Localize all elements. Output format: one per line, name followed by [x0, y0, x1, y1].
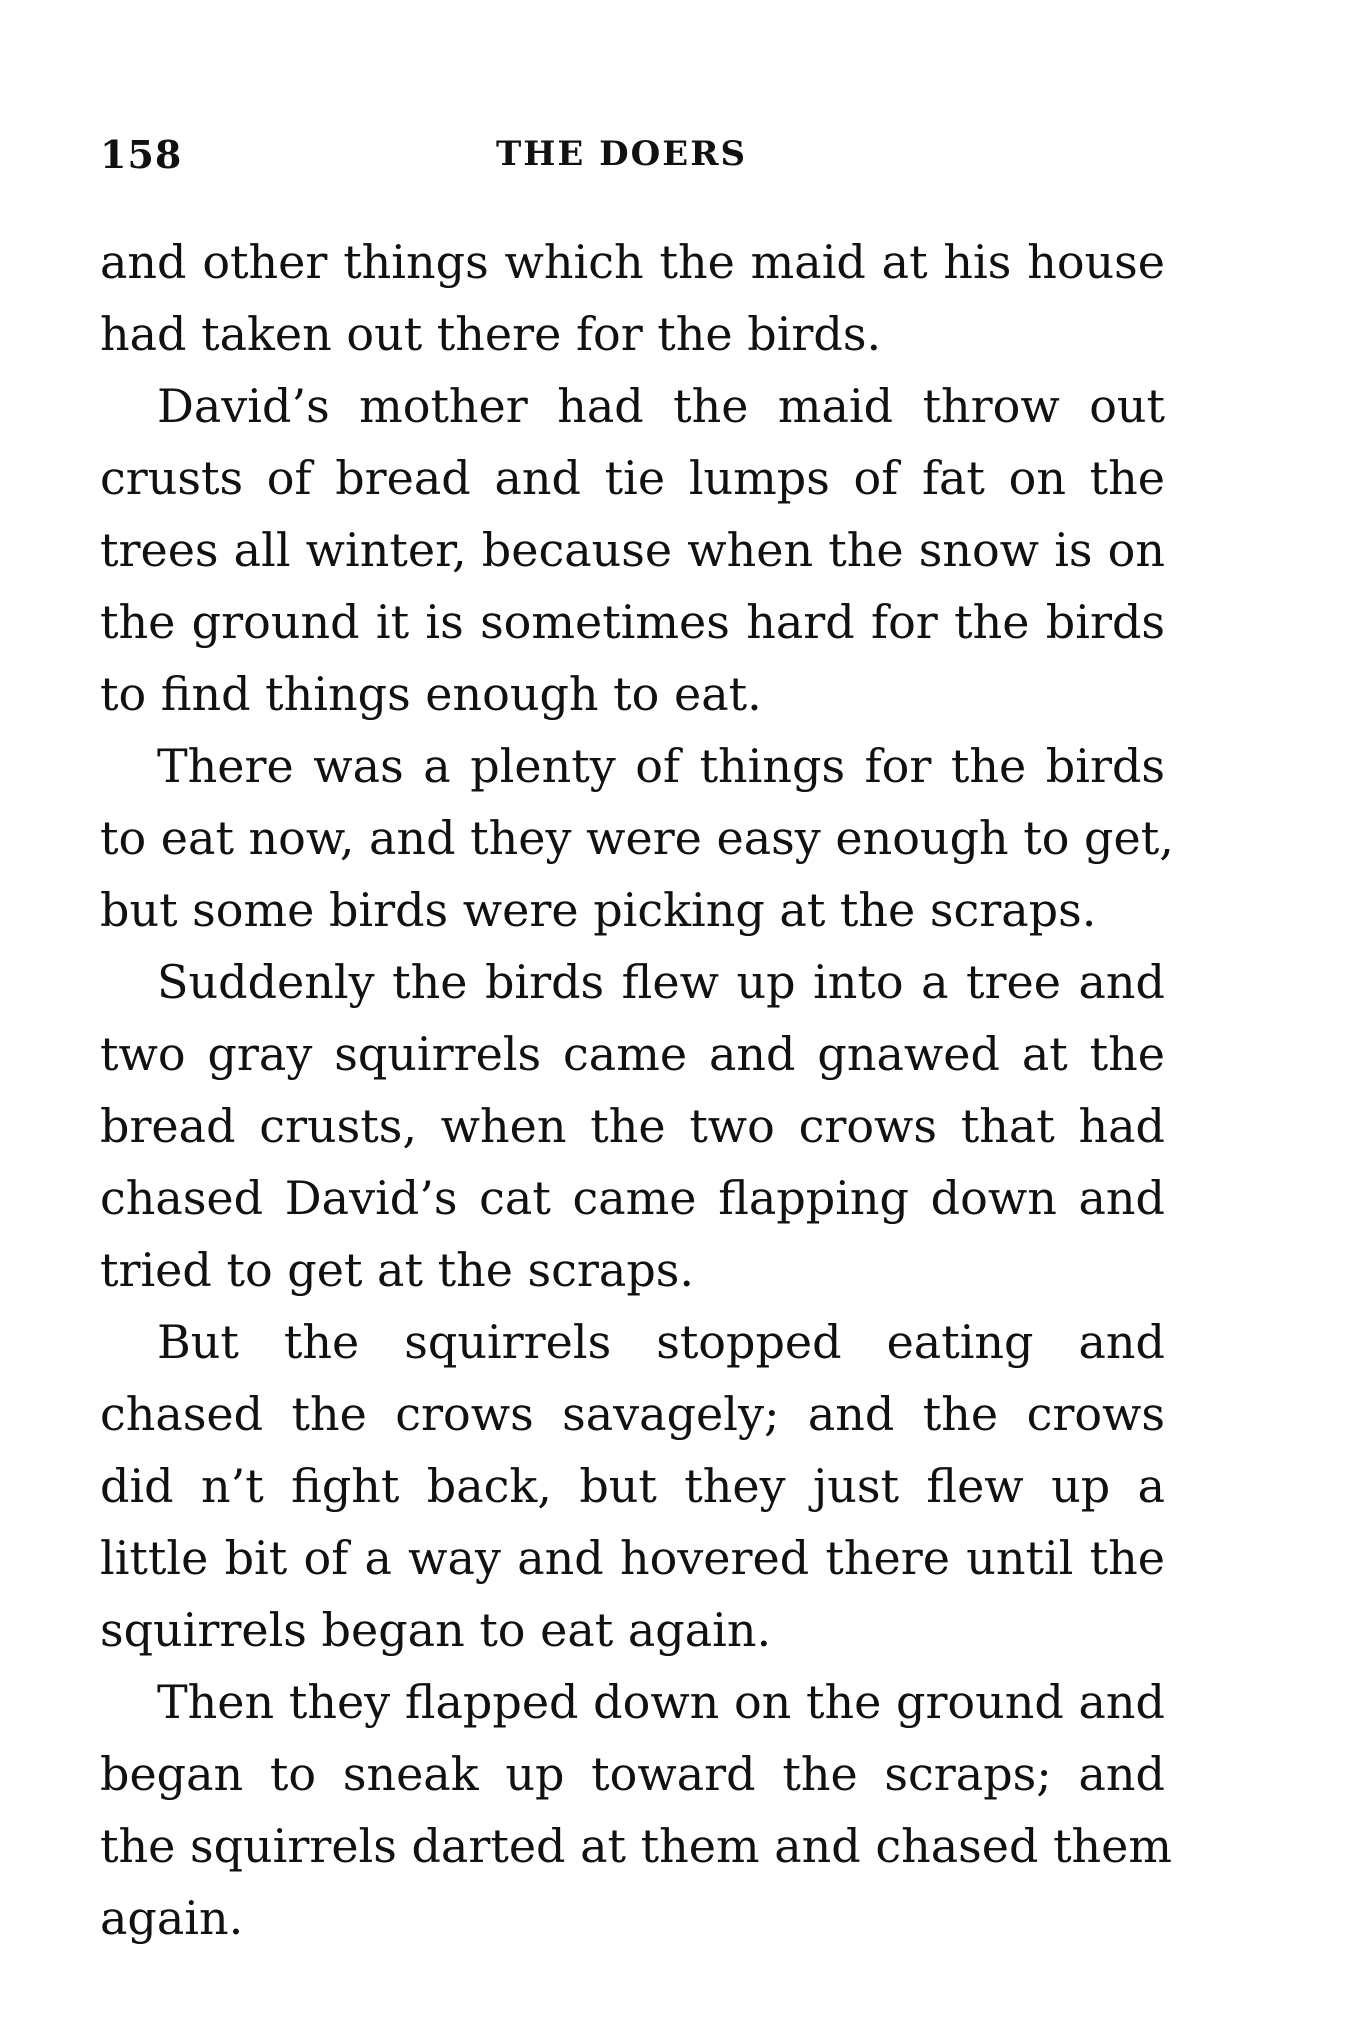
text-line: chased the crows savagely; and the crows	[100, 1387, 1165, 1441]
text-line: to find things enough to eat.	[100, 667, 762, 721]
text-line: again.	[100, 1891, 244, 1945]
text-line: had taken out there for the birds.	[100, 307, 882, 361]
text-line: trees all winter, because when the snow is on	[100, 523, 1165, 577]
text-line: little bit of a way and hovered there until the	[100, 1531, 1165, 1585]
text-line: and other things which the maid at his house	[100, 235, 1165, 289]
text-line: the ground it is sometimes hard for the birds	[100, 595, 1165, 649]
text-line: bread crusts, when the two crows that had	[100, 1099, 1165, 1153]
running-head	[100, 132, 1165, 180]
text-line: squirrels began to eat again.	[100, 1603, 772, 1657]
body-text	[100, 226, 1174, 1954]
text-line: David’s mother had the maid throw out	[157, 379, 1165, 433]
text-line: began to sneak up toward the scraps; and	[100, 1747, 1165, 1801]
text-line: two gray squirrels came and gnawed at the	[100, 1027, 1165, 1081]
text-line: did n’t fight back, but they just flew up a	[100, 1459, 1165, 1513]
text-line: the squirrels darted at them and chased them	[100, 1819, 1173, 1873]
text-line: There was a plenty of things for the birds	[157, 739, 1165, 793]
page-number: 158	[100, 132, 183, 177]
text-line: But the squirrels stopped eating and	[157, 1315, 1165, 1369]
text-line: chased David’s cat came flapping down and	[100, 1171, 1165, 1225]
text-line: to eat now, and they were easy enough to get,	[100, 811, 1174, 865]
text-line: Then they flapped down on the ground and	[157, 1675, 1165, 1729]
text-line: Suddenly the birds flew up into a tree and	[157, 955, 1165, 1009]
text-line: tried to get at the scraps.	[100, 1243, 695, 1297]
running-title: THE DOERS	[496, 134, 748, 174]
text-line: crusts of bread and tie lumps of fat on the	[100, 451, 1165, 505]
text-line: but some birds were picking at the scraps.	[100, 883, 1097, 937]
